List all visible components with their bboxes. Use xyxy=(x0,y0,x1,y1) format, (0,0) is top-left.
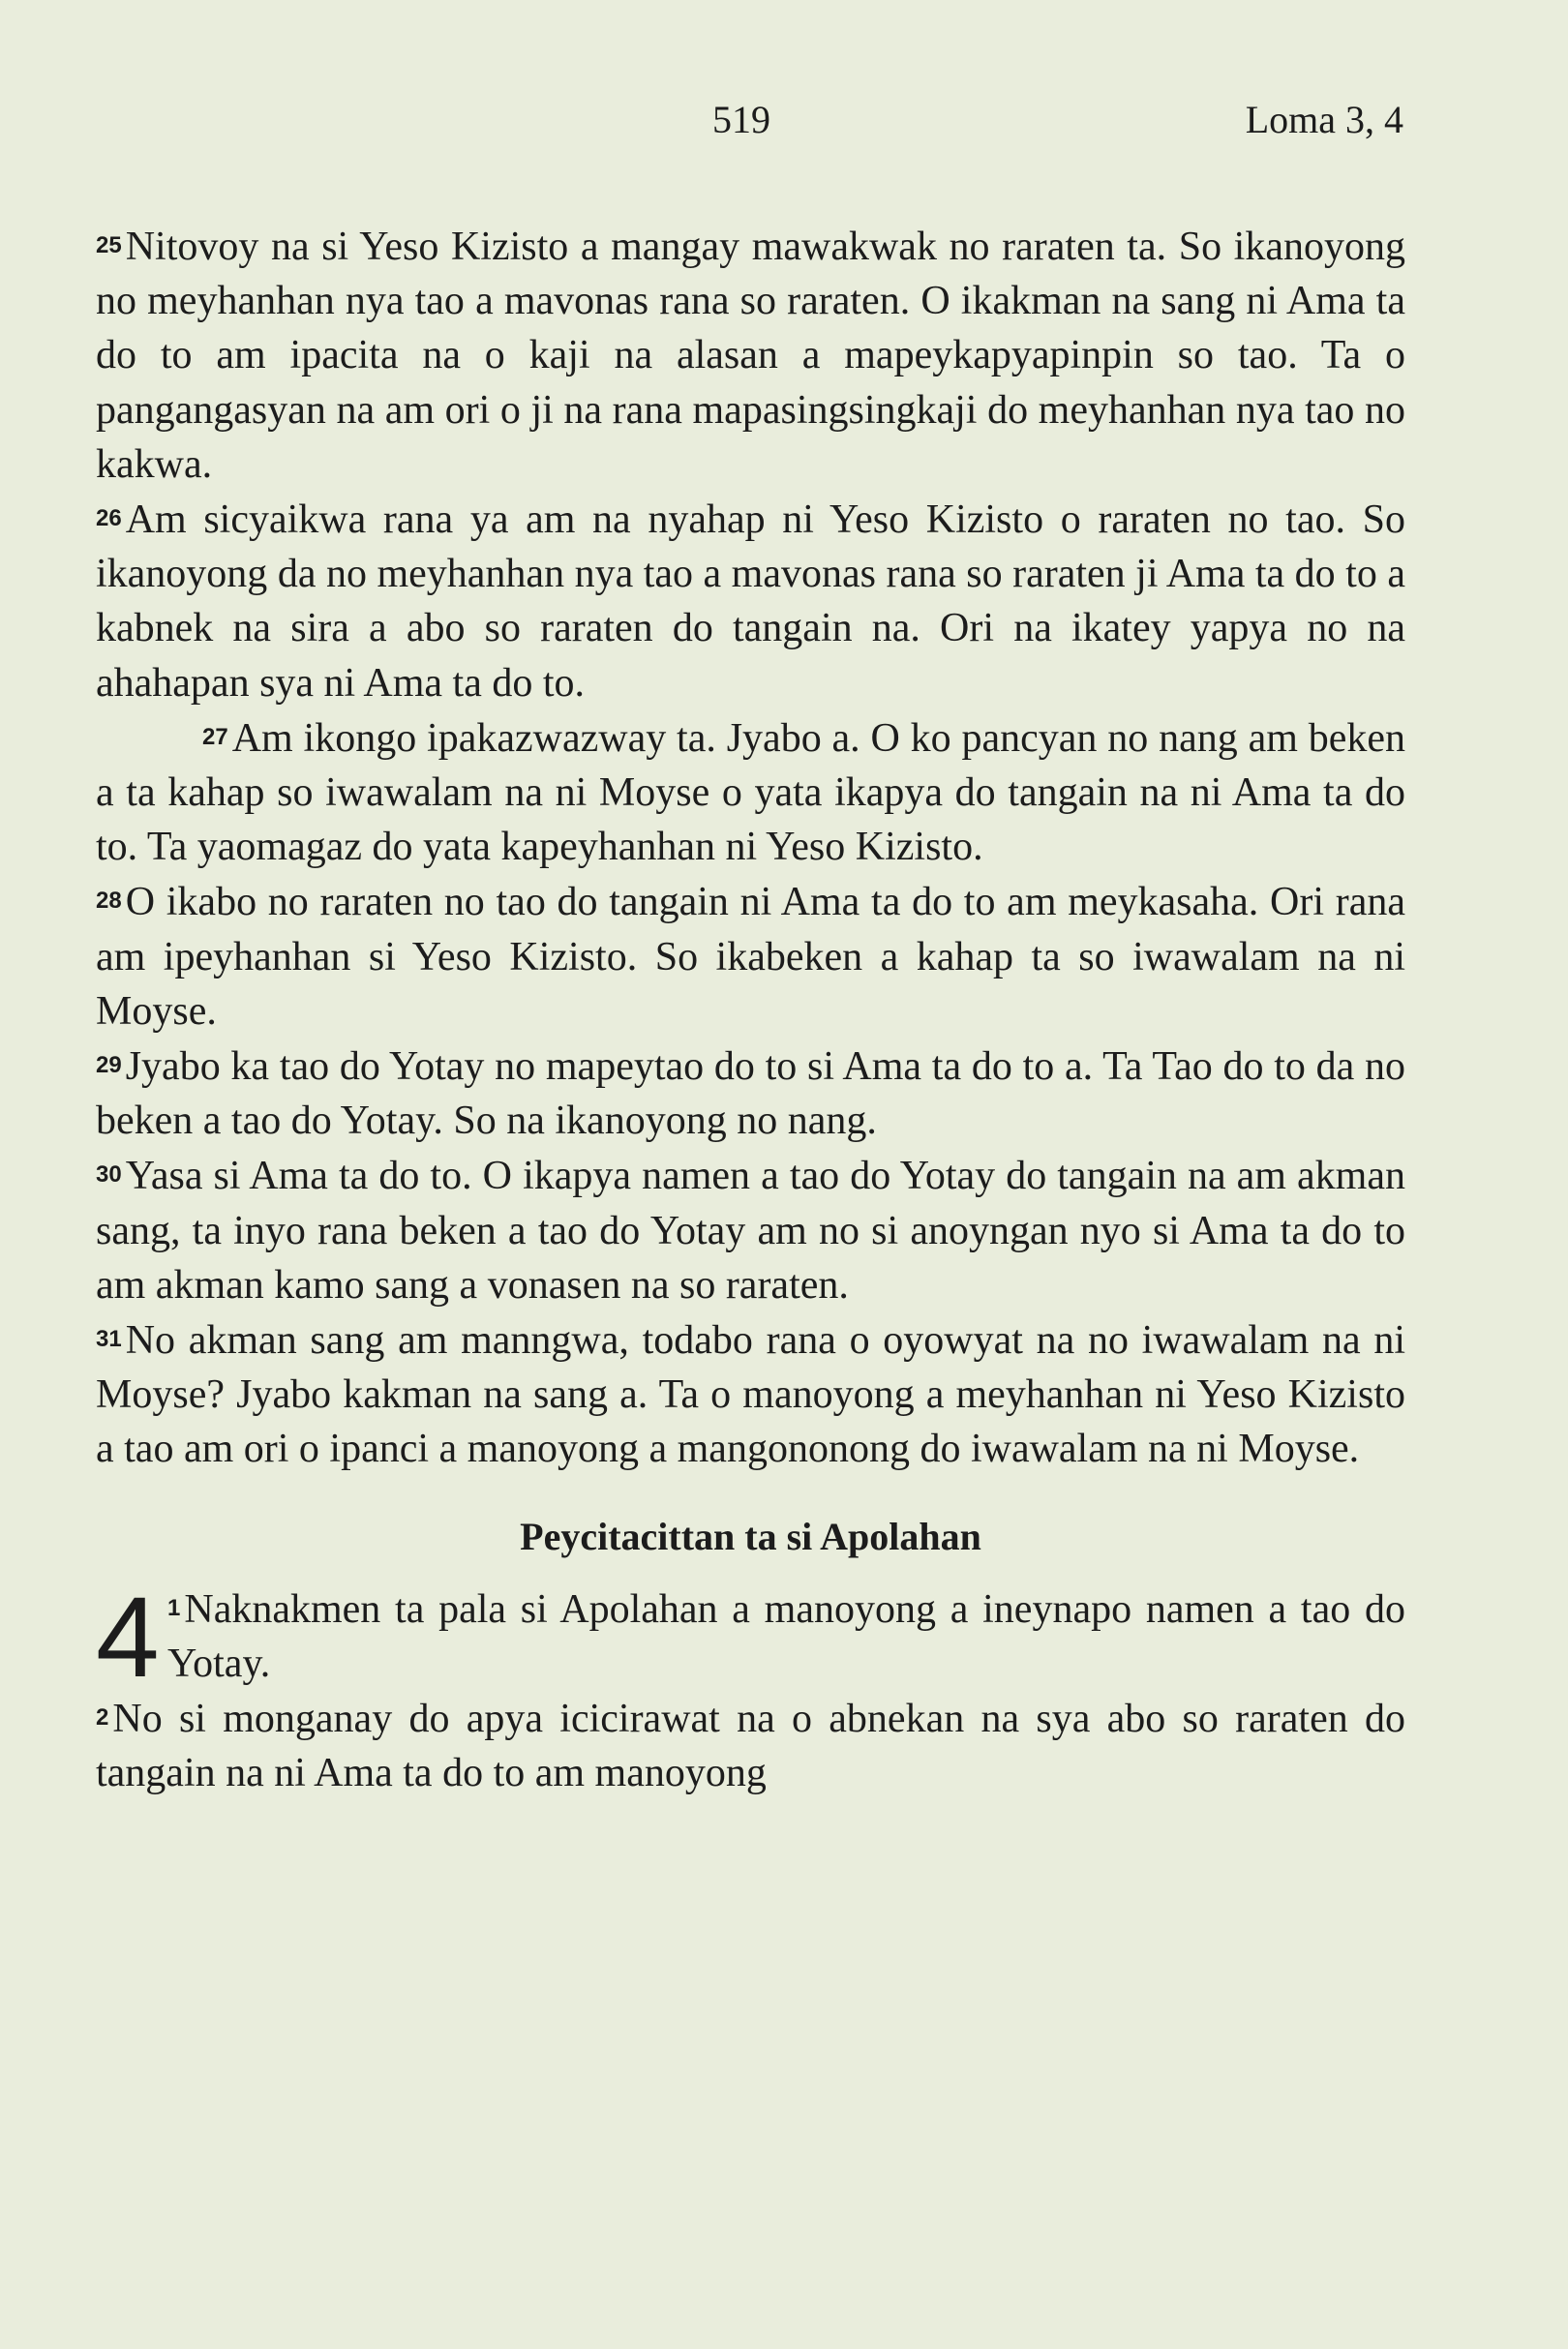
verse-text: No akman sang am manngwa, todabo rana o oyowyat na no iwawalam na ni Moyse? Jyabo kakman na sang a. Ta o manoyong a meyhanhan ni Yeso Kizisto a tao am ori o ipanci a manoyong a mangononong do iwawalam na ni Moyse. xyxy=(96,1318,1405,1472)
verse-number: 31 xyxy=(96,1326,122,1353)
verse-text: Nitovoy na si Yeso Kizisto a mangay mawakwak no raraten ta. So ikanoyong no meyhanhan nya tao a mavonas rana so raraten. O ikakman na sang ni Ama ta do to am ipacita na o kaji na alasan a mapeykapyapinpin so tao. Ta o pangangasyan na am ori o ji na rana mapasingsingkaji do meyhanhan nya tao no kakwa. xyxy=(96,225,1405,487)
verse-29 xyxy=(96,1039,1405,1148)
section-heading: Peycitacittan ta si Apolahan xyxy=(520,1514,981,1558)
verse-27 xyxy=(96,710,1405,875)
verse-number: 25 xyxy=(96,232,122,258)
verse-text: O ikabo no raraten no tao do tangain ni Ama ta do to am meykasaha. Ori rana am ipeyhanhan si Yeso Kizisto. So ikabeken a kahap ta so iwawalam na ni Moyse. xyxy=(96,880,1405,1034)
verse-text: No si monganay do apya icicirawat na o abnekan na sya abo so raraten do tangain na ni Ama ta do to am manoyong xyxy=(96,1697,1405,1796)
verse-text: Naknakmen ta pala si Apolahan a manoyong a ineynapo namen a tao do Yotay. xyxy=(167,1586,1405,1686)
running-head: Loma 3, 4 xyxy=(1245,98,1403,141)
page-header xyxy=(0,97,1568,155)
chapter-4-block xyxy=(96,1573,1405,1702)
verse-number: 30 xyxy=(96,1161,122,1189)
verse-number: 2 xyxy=(96,1704,109,1732)
verse-31 xyxy=(96,1312,1405,1477)
verse-number: 1 xyxy=(167,1594,181,1621)
verse-number: 26 xyxy=(96,505,122,532)
verse-28 xyxy=(96,874,1405,1039)
verse-text: Am sicyaikwa rana ya am na nyahap ni Yeso Kizisto o raraten no tao. So ikanoyong da no meyhanhan nya tao a mavonas rana so raraten ji Ama ta do to a kabnek na sira a abo so raraten do tangain na. Ori na ikatey yapya no na ahahapan sya ni Ama ta do to. xyxy=(96,497,1405,706)
verse-number: 28 xyxy=(96,888,122,915)
page-number: 519 xyxy=(712,98,770,141)
verse-number: 29 xyxy=(96,1052,122,1079)
verse-4-1 xyxy=(167,1581,1405,1691)
verse-26 xyxy=(96,492,1405,710)
verse-30 xyxy=(96,1148,1405,1312)
verse-text: Am ikongo ipakazwazway ta. Jyabo a. O ko pancyan no nang am beken a ta kahap so iwawalam na ni Moyse o yata ikapya do tangain na ni Ama ta do to. Ta yaomagaz do yata kapeyhanhan ni Yeso Kizisto. xyxy=(96,715,1405,870)
verse-text: Yasa si Ama ta do to. O ikapya namen a tao do Yotay do tangain na am akman sang, ta inyo rana beken a tao do Yotay am no si anoyngan nyo si Ama ta do to am akman kamo sang a vonasen na so raraten. xyxy=(96,1154,1405,1308)
body-text xyxy=(96,219,1405,1800)
verse-25 xyxy=(96,219,1405,492)
verse-4-2 xyxy=(96,1691,1405,1800)
chapter-number: 4 xyxy=(96,1573,160,1702)
verse-number: 27 xyxy=(202,723,228,750)
verse-text: Jyabo ka tao do Yotay no mapeytao do to si Ama ta do to a. Ta Tao do to da no beken a tao do Yotay. So na ikanoyong no nang. xyxy=(96,1044,1405,1144)
